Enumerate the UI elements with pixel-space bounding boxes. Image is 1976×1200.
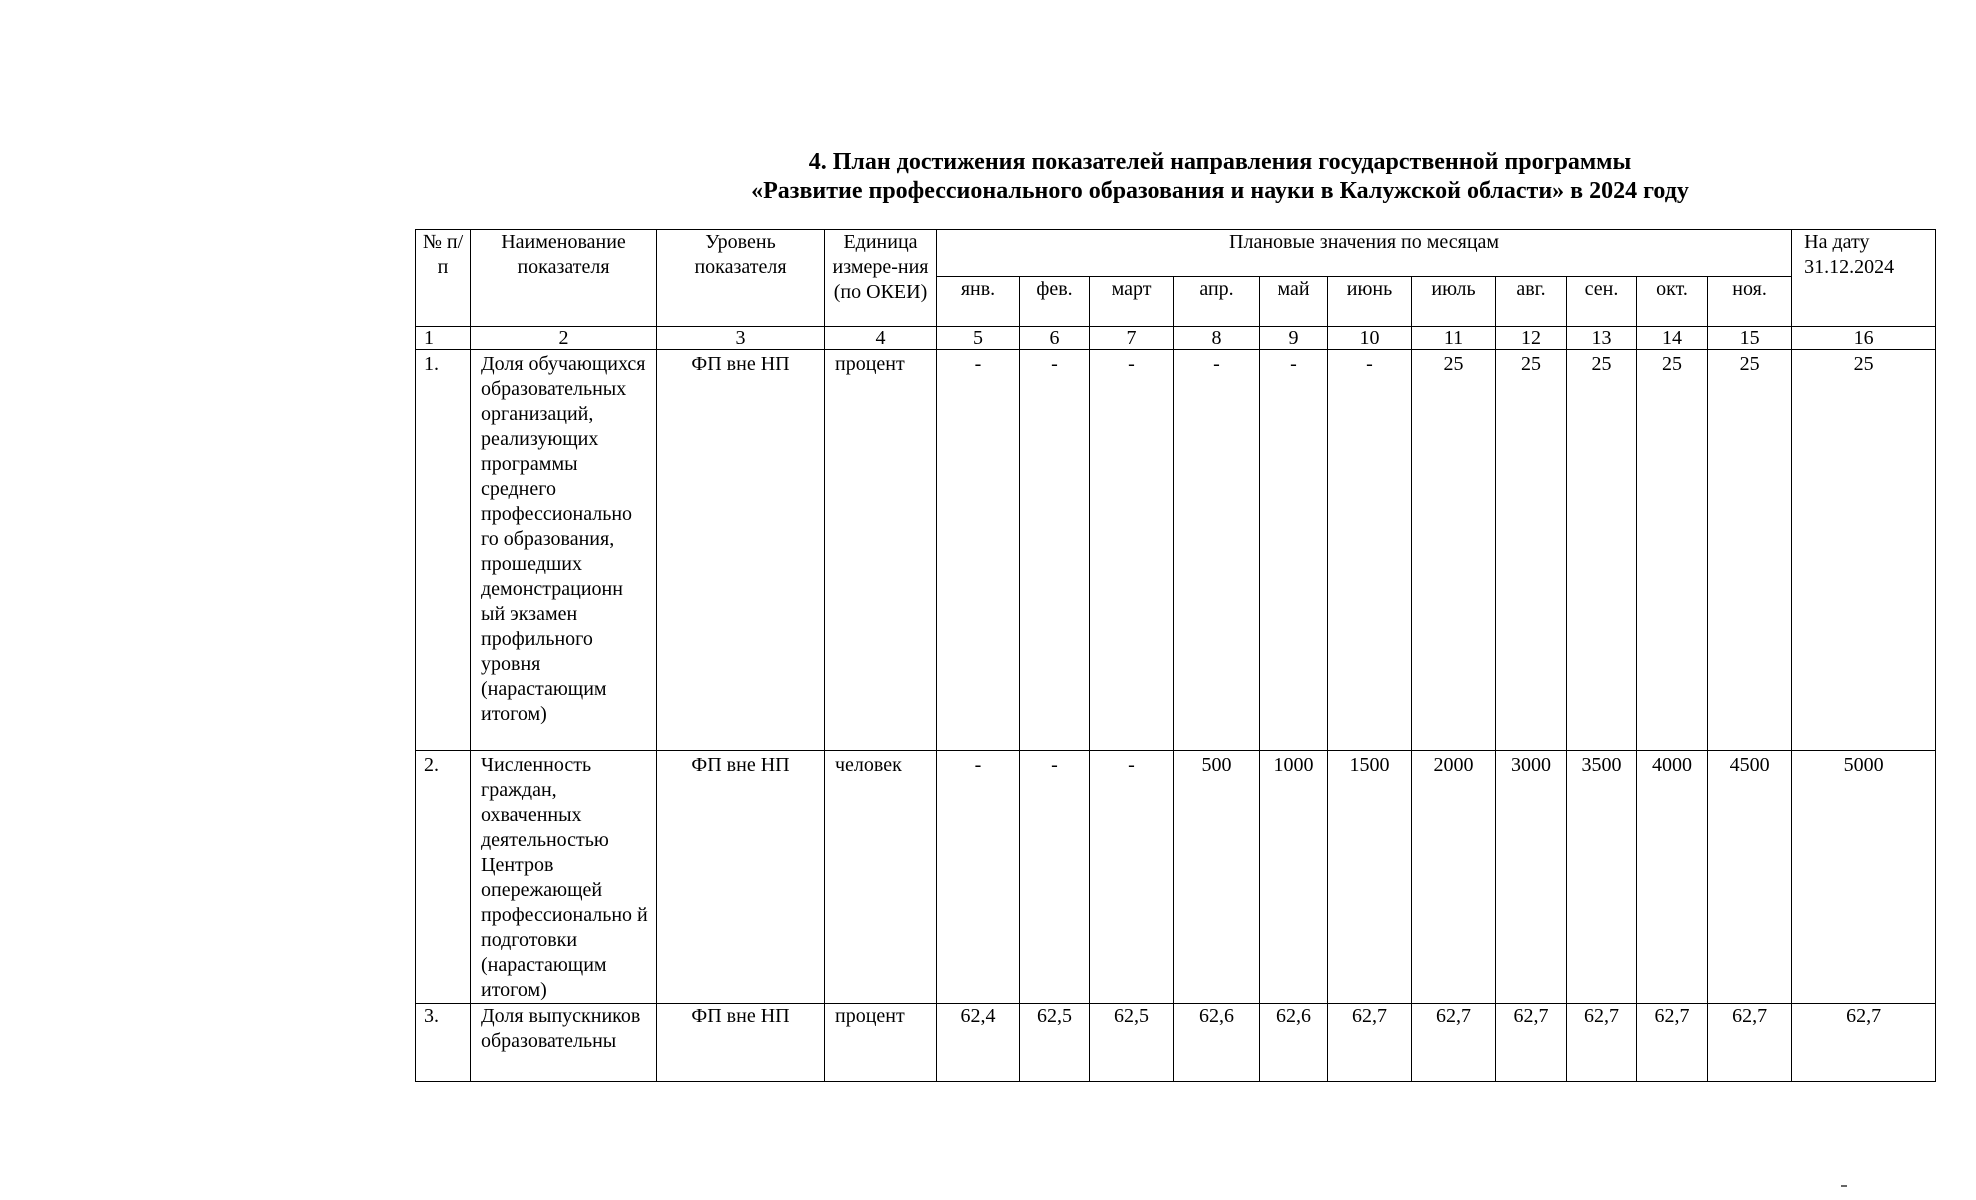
month-value: 62,7: [1708, 1004, 1792, 1082]
row-number: 2.: [416, 751, 471, 1004]
scan-speck: [1841, 1185, 1847, 1187]
month-value: 62,6: [1260, 1004, 1328, 1082]
month-value: -: [1020, 350, 1090, 751]
month-header: сен.: [1567, 277, 1637, 327]
column-number: 16: [1792, 327, 1936, 350]
final-value: 5000: [1792, 751, 1936, 1004]
column-number: 12: [1496, 327, 1567, 350]
table-row: [416, 350, 1936, 751]
month-value: -: [1174, 350, 1260, 751]
month-value: 3500: [1567, 751, 1637, 1004]
month-value: 62,7: [1412, 1004, 1496, 1082]
month-value: 62,4: [937, 1004, 1020, 1082]
header-unit: Единица измере-ния (по ОКЕИ): [825, 230, 937, 327]
month-value: 62,5: [1090, 1004, 1174, 1082]
column-number: 10: [1328, 327, 1412, 350]
column-numbers-row: [416, 327, 1936, 350]
month-value: 25: [1637, 350, 1708, 751]
month-value: 62,7: [1637, 1004, 1708, 1082]
month-value: 62,7: [1328, 1004, 1412, 1082]
header-num: № п/п: [416, 230, 471, 327]
month-value: -: [937, 350, 1020, 751]
month-value: 4000: [1637, 751, 1708, 1004]
indicators-plan-table: [415, 229, 1936, 1082]
column-number: 9: [1260, 327, 1328, 350]
column-number: 1: [416, 327, 471, 350]
month-header: апр.: [1174, 277, 1260, 327]
header-row: [416, 230, 1936, 277]
title-line-2: «Развитие профессионального образования и науки в Калужской области» в 2024 году: [751, 178, 1689, 204]
month-value: 25: [1567, 350, 1637, 751]
month-header: ноя.: [1708, 277, 1792, 327]
column-number: 14: [1637, 327, 1708, 350]
month-value: 25: [1708, 350, 1792, 751]
column-number: 6: [1020, 327, 1090, 350]
month-header: авг.: [1496, 277, 1567, 327]
column-number: 7: [1090, 327, 1174, 350]
month-header: фев.: [1020, 277, 1090, 327]
column-number: 3: [657, 327, 825, 350]
month-header: янв.: [937, 277, 1020, 327]
indicator-level: ФП вне НП: [657, 751, 825, 1004]
month-header: май: [1260, 277, 1328, 327]
month-value: 2000: [1412, 751, 1496, 1004]
header-name: Наименование показателя: [471, 230, 657, 327]
column-number: 13: [1567, 327, 1637, 350]
indicator-name-text: Доля выпускников образовательны: [481, 1005, 641, 1052]
indicator-name: [471, 1004, 657, 1082]
column-number: 4: [825, 327, 937, 350]
month-value: -: [1090, 350, 1174, 751]
final-value: 25: [1792, 350, 1936, 751]
table-row: [416, 751, 1936, 1004]
header-level: Уровень показателя: [657, 230, 825, 327]
month-header: март: [1090, 277, 1174, 327]
column-number: 2: [471, 327, 657, 350]
column-number: 8: [1174, 327, 1260, 350]
month-value: -: [1020, 751, 1090, 1004]
month-value: -: [937, 751, 1020, 1004]
table-row: [416, 1004, 1936, 1082]
month-value: 62,5: [1020, 1004, 1090, 1082]
column-number: 5: [937, 327, 1020, 350]
header-planned-values: Плановые значения по месяцам: [937, 230, 1792, 277]
month-value: 25: [1496, 350, 1567, 751]
month-value: -: [1260, 350, 1328, 751]
document-title: [700, 148, 1740, 206]
title-line-1: 4. План достижения показателей направления государственной программы: [808, 149, 1632, 175]
month-value: 25: [1412, 350, 1496, 751]
indicator-unit: процент: [825, 1004, 937, 1082]
indicator-name: Доля обучающихся образовательных организаций, реализующих программы среднего профессионально го образования, прошедших демонстрационн ый экзамен профильного уровня (нарастающим итогом): [471, 350, 657, 751]
indicator-level: ФП вне НП: [657, 350, 825, 751]
column-number: 11: [1412, 327, 1496, 350]
column-number: 15: [1708, 327, 1792, 350]
month-value: 62,6: [1174, 1004, 1260, 1082]
month-value: 500: [1174, 751, 1260, 1004]
month-header: окт.: [1637, 277, 1708, 327]
month-value: 1000: [1260, 751, 1328, 1004]
month-value: 1500: [1328, 751, 1412, 1004]
month-value: 62,7: [1567, 1004, 1637, 1082]
row-number: 1.: [416, 350, 471, 751]
month-header: июнь: [1328, 277, 1412, 327]
month-value: 4500: [1708, 751, 1792, 1004]
indicator-unit: процент: [825, 350, 937, 751]
month-value: -: [1328, 350, 1412, 751]
final-value: 62,7: [1792, 1004, 1936, 1082]
month-value: -: [1090, 751, 1174, 1004]
indicator-unit: человек: [825, 751, 937, 1004]
indicator-name: Численность граждан, охваченных деятельностью Центров опережающей профессионально й подготовки (нарастающим итогом): [471, 751, 657, 1004]
row-number: 3.: [416, 1004, 471, 1082]
month-value: 62,7: [1496, 1004, 1567, 1082]
month-value: 3000: [1496, 751, 1567, 1004]
header-final-date: На дату 31.12.2024: [1792, 230, 1936, 327]
indicator-level: ФП вне НП: [657, 1004, 825, 1082]
month-header: июль: [1412, 277, 1496, 327]
